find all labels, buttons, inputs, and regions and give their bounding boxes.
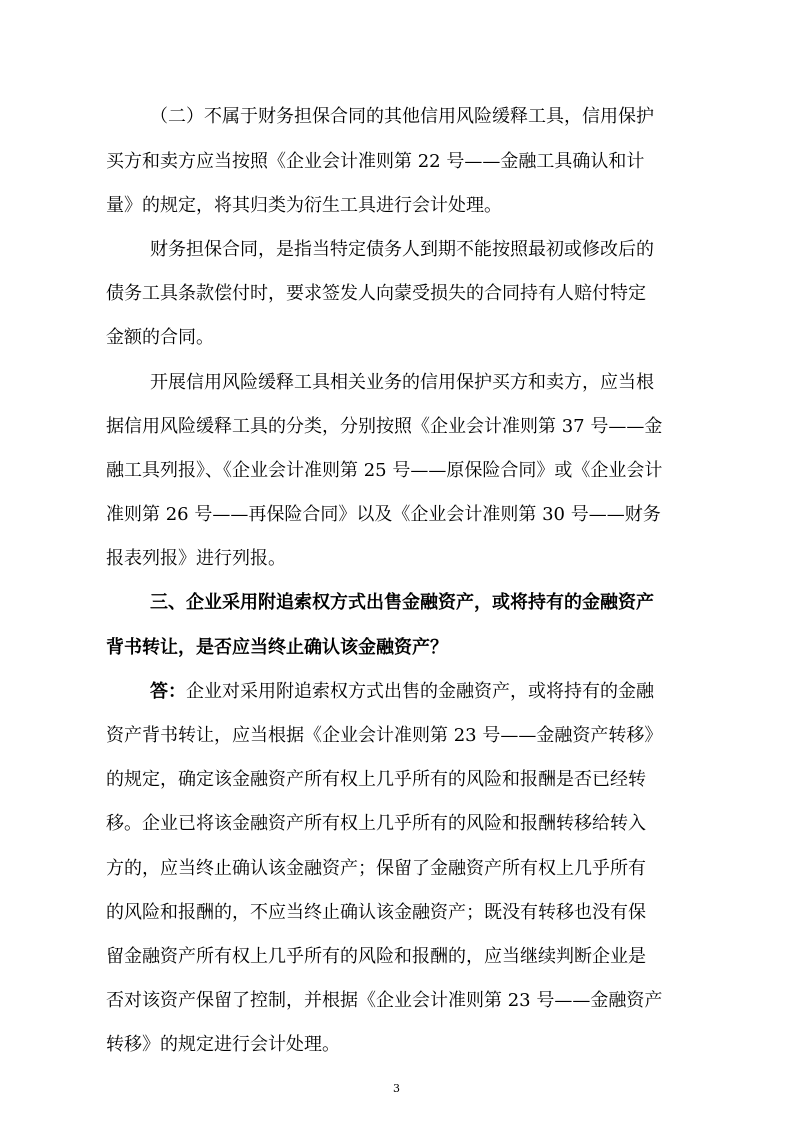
presentation-line-3: 融工具列报》、《企业会计准则第 25 号——原保险合同》或《企业会计 xyxy=(106,460,663,481)
answer-line-5: 方的，应当终止确认该金融资产；保留了金融资产所有权上几乎所有 xyxy=(106,858,646,879)
paragraph-2-line-1: （二）不属于财务担保合同的其他信用风险缓释工具，信用保护 xyxy=(150,106,654,127)
presentation-line-5: 报表列报》进行列报。 xyxy=(106,548,286,569)
answer-line-1-text: 企业对采用附追索权方式出售的金融资产，或将持有的金融 xyxy=(186,681,654,702)
section-heading-line-1: 三、企业采用附追索权方式出售金融资产，或将持有的金融资产 xyxy=(150,592,654,613)
page-number: 3 xyxy=(393,1082,400,1095)
answer-line-7: 留金融资产所有权上几乎所有的风险和报酬的，应当继续判断企业是 xyxy=(106,946,646,967)
answer-line-6: 的风险和报酬的，不应当终止确认该金融资产；既没有转移也没有保 xyxy=(106,902,646,923)
presentation-line-1: 开展信用风险缓释工具相关业务的信用保护买方和卖方，应当根 xyxy=(150,372,654,393)
answer-line-8: 否对该资产保留了控制，并根据《企业会计准则第 23 号——金融资产 xyxy=(106,990,663,1011)
answer-line-9: 转移》的规定进行会计处理。 xyxy=(106,1034,340,1055)
answer-label: 答： xyxy=(150,681,186,702)
presentation-line-4: 准则第 26 号——再保险合同》以及《企业会计准则第 30 号——财务 xyxy=(106,504,661,525)
presentation-line-2: 据信用风险缓释工具的分类，分别按照《企业会计准则第 37 号——金 xyxy=(106,416,663,437)
paragraph-2-line-3: 量》的规定，将其归类为衍生工具进行会计处理。 xyxy=(106,195,502,216)
answer-line-1 xyxy=(150,680,654,704)
definition-line-2: 债务工具条款偿付时，要求签发人向蒙受损失的合同持有人赔付特定 xyxy=(106,283,646,304)
paragraph-2-line-2: 买方和卖方应当按照《企业会计准则第 22 号——金融工具确认和计 xyxy=(106,151,645,172)
definition-line-1: 财务担保合同，是指当特定债务人到期不能按照最初或修改后的 xyxy=(150,239,654,260)
answer-line-2: 资产背书转让，应当根据《企业会计准则第 23 号——金融资产转移》 xyxy=(106,725,663,746)
answer-line-4: 移。企业已将该金融资产所有权上几乎所有的风险和报酬转移给转入 xyxy=(106,813,646,834)
definition-line-3: 金额的合同。 xyxy=(106,327,214,348)
answer-line-3: 的规定，确定该金融资产所有权上几乎所有的风险和报酬是否已经转 xyxy=(106,769,646,790)
section-heading-line-2: 背书转让，是否应当终止确认该金融资产？ xyxy=(106,637,448,658)
